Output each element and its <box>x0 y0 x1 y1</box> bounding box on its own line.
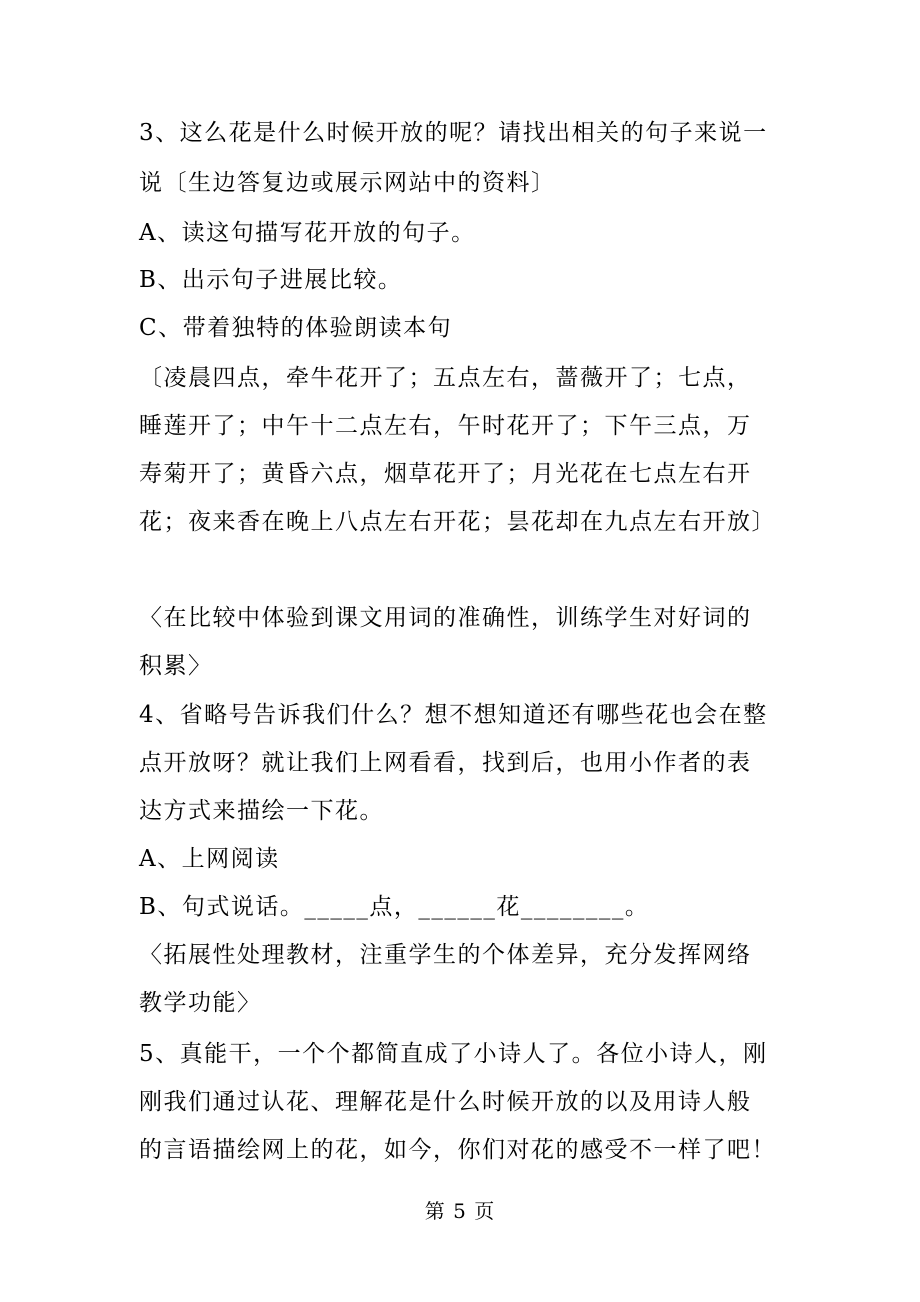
text-line: A、上网阅读 <box>139 846 280 872</box>
text-line: 说〔生边答复边或展示网站中的资料〕 <box>139 170 556 196</box>
text-line: 积累〉 <box>139 653 213 679</box>
text-line: 睡莲开了；中午十二点左右，午时花开了；下午三点，万 <box>139 413 752 439</box>
text-line: B、出示句子进展比较。 <box>139 267 403 293</box>
text-line: B、句式说话。_____点，______花________。 <box>139 894 650 920</box>
text-line: 3、这么花是什么时候开放的呢？请找出相关的句子来说一 <box>139 120 768 146</box>
text-line: 刚我们通过认花、理解花是什么时候开放的以及用诗人般 <box>139 1089 752 1115</box>
text-line: 寿菊开了；黄昏六点，烟草花开了；月光花在七点左右开 <box>139 461 752 487</box>
text-line: 教学功能〉 <box>139 990 262 1016</box>
text-line: 〔凌晨四点，牵牛花开了；五点左右，蔷薇开了；七点， <box>139 365 752 391</box>
text-line: 达方式来描绘一下花。 <box>139 798 384 824</box>
text-line: 点开放呀？就让我们上网看看，找到后，也用小作者的表 <box>139 750 752 776</box>
text-line: C、带着独特的体验朗读本句 <box>139 315 453 341</box>
text-line: 5、真能干，一个个都简直成了小诗人了。各位小诗人，刚 <box>139 1041 768 1067</box>
page-number: 第 5 页 <box>424 1199 496 1223</box>
text-line: 〈在比较中体验到课文用词的准确性，训练学生对好词的 <box>139 605 752 631</box>
text-line: 花；夜来香在晚上八点左右开花；昙花却在九点左右开放〕 <box>139 509 776 535</box>
text-line: 4、省略号告诉我们什么？想不想知道还有哪些花也会在整 <box>139 702 768 728</box>
text-line: 的言语描绘网上的花，如今，你们对花的感受不一样了吧！ <box>139 1137 776 1163</box>
text-line: 〈拓展性处理教材，注重学生的个体差异，充分发挥网络 <box>139 942 752 968</box>
text-line: A、读这句描写花开放的句子。 <box>139 220 476 246</box>
